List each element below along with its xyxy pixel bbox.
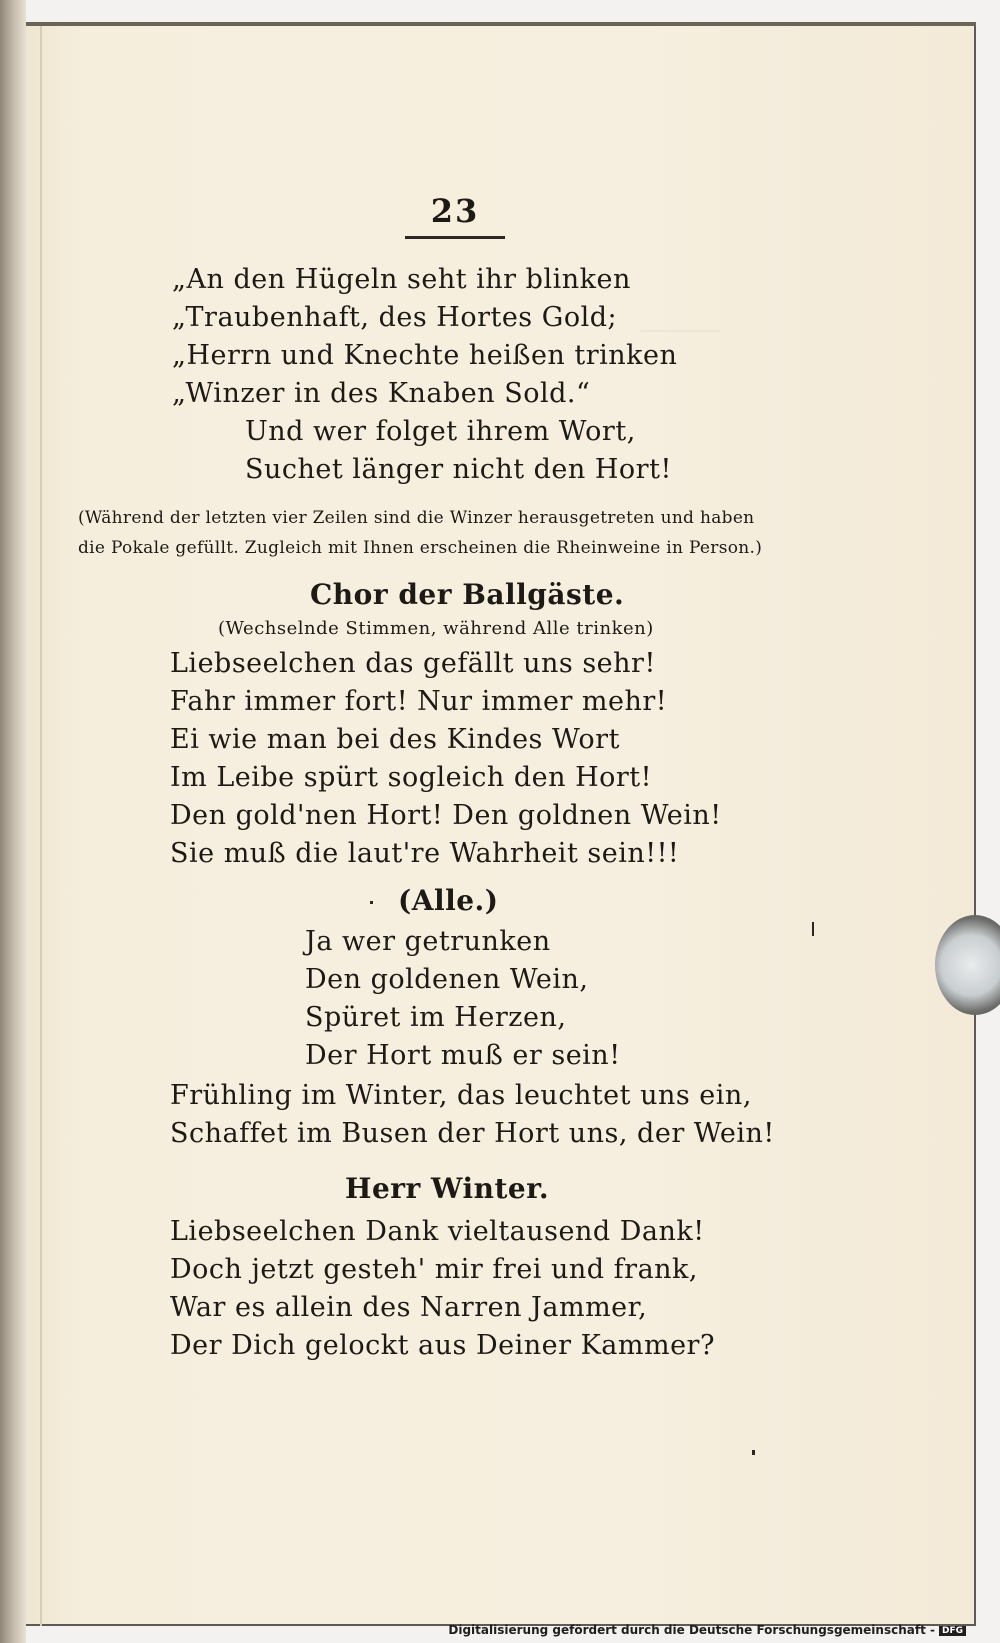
speaker-heading: Herr Winter. [345, 1172, 550, 1205]
verse-line: Der Dich gelockt aus Deiner Kammer? [170, 1330, 715, 1361]
verse-line: Liebseelchen das gefällt uns sehr! [170, 648, 656, 679]
speaker-heading: (Alle.) [398, 884, 499, 917]
verse-line: Doch jetzt gesteh' mir frei und frank, [170, 1254, 698, 1285]
dfg-logo: DFG [939, 1626, 966, 1636]
verse-line: Der Hort muß er sein! [305, 1040, 621, 1071]
verse-line: Frühling im Winter, das leuchtet uns ein, [170, 1080, 752, 1111]
verse-line: Im Leibe spürt sogleich den Hort! [170, 762, 652, 793]
stage-direction: (Während der letzten vier Zeilen sind die Winzer herausgetreten und haben [78, 508, 755, 528]
verse-line: „An den Hügeln seht ihr blinken [172, 264, 631, 295]
credit-text: Digitalisierung gefördert durch die Deutsche Forschungsgemeinschaft - [448, 1623, 935, 1637]
page-number: 23 [430, 192, 480, 230]
verse-line: „Traubenhaft, des Hortes Gold; [172, 302, 618, 333]
ink-speck [812, 922, 814, 936]
verse-line: Fahr immer fort! Nur immer mehr! [170, 686, 668, 717]
page-number-rule [405, 236, 505, 239]
ink-speck [752, 1450, 755, 1455]
verse-line: Suchet länger nicht den Hort! [245, 454, 672, 485]
digitization-credit [448, 1623, 966, 1637]
verse-line: Ja wer getrunken [305, 926, 551, 957]
stage-direction: (Wechselnde Stimmen, während Alle trinken) [218, 618, 654, 639]
verse-line: Den goldenen Wein, [305, 964, 589, 995]
verse-line: Spüret im Herzen, [305, 1002, 567, 1033]
verse-line: „Winzer in des Knaben Sold.“ [172, 378, 591, 409]
ink-speck [370, 901, 373, 904]
stage-direction: die Pokale gefüllt. Zugleich mit Ihnen erscheinen die Rheinweine in Person.) [78, 538, 763, 558]
verse-line: „Herrn und Knechte heißen trinken [172, 340, 678, 371]
verse-line: Schaffet im Busen der Hort uns, der Wein! [170, 1118, 775, 1149]
speaker-heading: Chor der Ballgäste. [310, 578, 625, 611]
verse-line: Den gold'nen Hort! Den goldnen Wein! [170, 800, 722, 831]
verse-line: Sie muß die laut're Wahrheit sein!!! [170, 838, 680, 869]
verse-line: Ei wie man bei des Kindes Wort [170, 724, 620, 755]
verse-line: Liebseelchen Dank vieltausend Dank! [170, 1216, 705, 1247]
book-binding [0, 0, 26, 1643]
verse-line: Und wer folget ihrem Wort, [245, 416, 636, 447]
verse-line: War es allein des Narren Jammer, [170, 1292, 648, 1323]
page-gutter-line [40, 26, 42, 1626]
